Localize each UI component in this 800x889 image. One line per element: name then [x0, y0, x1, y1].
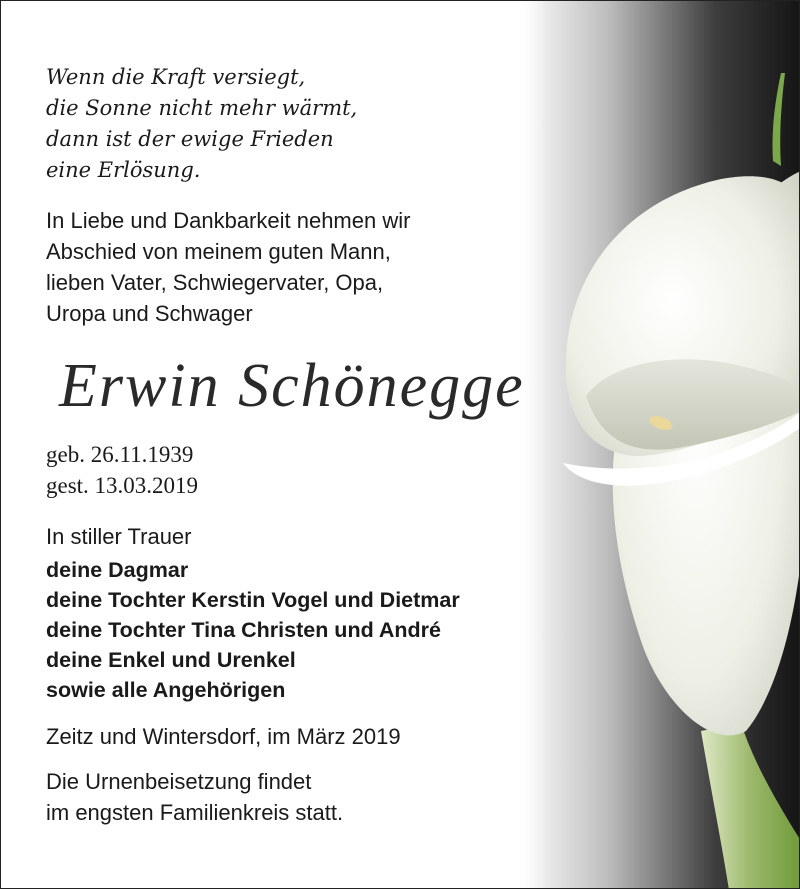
- poem-line: eine Erlösung.: [46, 158, 201, 182]
- place-date: Zeitz und Wintersdorf, im März 2019: [46, 724, 401, 749]
- poem-line: die Sonne nicht mehr wärmt,: [46, 96, 358, 120]
- burial-note: [46, 766, 343, 828]
- burial-note-line: Die Urnenbeisetzung findet: [46, 769, 312, 794]
- intro-text: [46, 205, 410, 329]
- burial-note-line: im engsten Familienkreis statt.: [46, 800, 344, 825]
- mourning-heading: In stiller Trauer: [46, 524, 192, 549]
- intro-line: lieben Vater, Schwiegervater, Opa,: [46, 270, 384, 295]
- poem-line: Wenn die Kraft versiegt,: [46, 65, 306, 89]
- poem-line: dann ist der ewige Frieden: [46, 127, 334, 151]
- family-member: sowie alle Angehörigen: [46, 678, 286, 702]
- intro-line: In Liebe und Dankbarkeit nehmen wir: [46, 208, 411, 233]
- birth-date: geb. 26.11.1939: [46, 442, 194, 467]
- family-member: deine Tochter Kerstin Vogel und Dietmar: [46, 588, 460, 612]
- life-dates: [46, 439, 198, 501]
- poem: [46, 62, 357, 186]
- family-member: deine Dagmar: [46, 558, 189, 582]
- intro-line: Abschied von meinem guten Mann,: [46, 239, 391, 264]
- death-date: gest. 13.03.2019: [46, 473, 199, 498]
- family-list: [46, 555, 460, 705]
- intro-line: Uropa und Schwager: [46, 301, 253, 326]
- deceased-name: Erwin Schönegge: [59, 352, 525, 420]
- family-member: deine Enkel und Urenkel: [46, 648, 296, 672]
- family-member: deine Tochter Tina Christen und André: [46, 618, 441, 642]
